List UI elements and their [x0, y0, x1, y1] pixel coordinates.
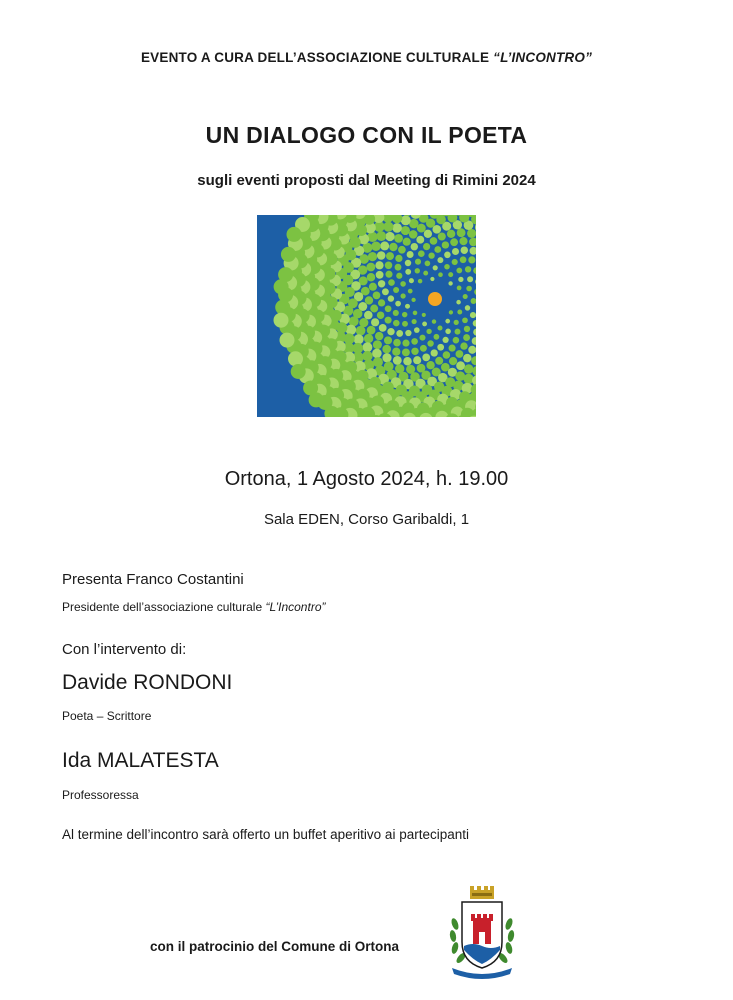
speaker-name: Ida MALATESTA: [62, 749, 219, 772]
spiral-dot: [377, 311, 385, 319]
spiral-dot: [389, 243, 397, 251]
spiral-dot: [385, 232, 394, 241]
spiral-dot: [422, 313, 426, 317]
spiral-dot: [405, 269, 411, 275]
spiral-dot: [376, 231, 386, 241]
spiral-dot: [380, 241, 389, 250]
spiral-dot: [468, 256, 475, 263]
event-venue: Sala EDEN, Corso Garibaldi, 1: [263, 511, 470, 528]
spiral-dot: [415, 259, 421, 265]
spiral-dot: [428, 252, 434, 258]
spiral-dot: [408, 289, 413, 294]
spiral-dot: [414, 327, 420, 333]
page-subtitle: sugli eventi proposti dal Meeting di Rimini 2024: [197, 172, 536, 189]
spiral-dot: [438, 232, 446, 240]
spiral-dot: [411, 348, 418, 355]
spiral-dot: [433, 265, 438, 270]
spiral-dot: [401, 226, 410, 235]
spiral-dot: [418, 250, 425, 257]
spiral-dot: [288, 351, 303, 366]
spiral-dot: [426, 329, 431, 334]
spiral-dot: [402, 312, 407, 317]
spiral-dot: [400, 281, 406, 287]
spiral-dot: [447, 230, 455, 238]
spiral-dot: [362, 351, 372, 361]
spiral-dot: [375, 261, 383, 269]
spiral-dot: [367, 232, 377, 242]
spiral-dot: [398, 246, 406, 254]
spiral-dot: [467, 276, 473, 282]
spiral-dot: [367, 273, 375, 281]
spiral-dot: [464, 364, 473, 373]
spiral-dot: [275, 300, 290, 315]
spiral-dot: [450, 238, 458, 246]
spiral-dot: [378, 280, 385, 287]
spiral-dot: [443, 337, 449, 343]
spiral-dot: [448, 272, 453, 277]
spiral-dot: [364, 311, 373, 320]
spiral-dot: [445, 329, 451, 335]
spiral-dot: [376, 271, 384, 279]
spiral-dot: [409, 278, 414, 283]
spiral-dot: [449, 357, 457, 365]
spiral-dot: [426, 361, 434, 369]
spiral-dot: [402, 340, 409, 347]
spiral-dot: [455, 350, 463, 358]
spiral-dot: [411, 298, 415, 302]
spiral-dot: [385, 271, 392, 278]
spiral-dot: [402, 321, 408, 327]
spiral-dot: [430, 237, 438, 245]
spiral-dot: [388, 295, 394, 301]
spiral-dot: [393, 287, 399, 293]
spiral-dot: [432, 319, 436, 323]
spiral-dot: [396, 273, 402, 279]
spiral-dot: [373, 357, 383, 367]
spiral-dot: [425, 261, 431, 267]
spiral-dot: [346, 325, 356, 335]
spiral-dot: [395, 255, 402, 262]
spiral-dot: [362, 342, 372, 352]
spiral-dot: [387, 328, 394, 335]
spiral-dot: [466, 286, 472, 292]
spiral-dot: [287, 227, 302, 242]
spiral-dot: [395, 264, 402, 271]
spiral-dot: [418, 279, 423, 284]
spiral-dot: [281, 247, 296, 262]
spiral-dot: [401, 215, 411, 225]
spiral-dot: [385, 305, 392, 312]
spiral-dot: [470, 312, 476, 318]
spiral-dot: [468, 346, 476, 354]
spiral-dot: [379, 324, 387, 332]
spiral-dot: [382, 288, 389, 295]
spiral-dot: [274, 313, 289, 328]
spiral-dot: [456, 300, 461, 305]
spiral-dot: [388, 279, 395, 286]
spiral-dot: [405, 330, 411, 336]
spiral-dot: [400, 293, 405, 298]
spiral-dot: [424, 230, 432, 238]
spiral-dot: [456, 361, 465, 370]
spiral-dot: [452, 248, 459, 255]
spiral-dot: [280, 333, 295, 348]
spiral-dot: [375, 332, 383, 340]
spiral-dot: [434, 334, 440, 340]
spiral-dot: [437, 257, 443, 263]
presenter-role: [62, 600, 325, 614]
spiral-dot: [453, 337, 460, 344]
spiral-dot: [274, 279, 289, 294]
spiral-dot: [420, 345, 427, 352]
spiral-dot: [437, 325, 442, 330]
page-title: UN DIALOGO CON IL POETA: [205, 122, 528, 148]
spiral-dot: [457, 286, 462, 291]
spiral-dot: [444, 252, 451, 259]
spiral-dot: [395, 301, 401, 307]
spiral-dot: [356, 326, 366, 336]
presenter-line: Presenta Franco Costantini: [62, 571, 244, 588]
green-dot-spiral-icon: [257, 215, 476, 417]
spiral-dot: [423, 271, 428, 276]
spiral-dot: [377, 251, 386, 260]
spiral-dot: [461, 246, 469, 254]
spiral-dot: [457, 228, 466, 237]
spiral-dot: [393, 320, 400, 327]
spiral-dot: [464, 326, 470, 332]
spiral-dot: [382, 345, 391, 354]
header-org: “L’INCONTRO”: [493, 50, 593, 65]
spiral-dot: [431, 349, 438, 356]
spiral-dot: [393, 310, 399, 316]
spiral-dot: [467, 229, 476, 238]
artwork-center-dot: [428, 292, 442, 306]
spiral-dot: [415, 268, 420, 273]
spiral-dot: [460, 342, 467, 349]
spiral-dot: [385, 262, 393, 270]
presenter-role-prefix: Presidente dell’associazione culturale: [62, 600, 266, 614]
spiral-dot: [448, 281, 452, 285]
spiral-dot: [463, 294, 468, 299]
spiral-dot: [464, 374, 474, 384]
spiral-dot: [371, 318, 379, 326]
spiral-dot: [394, 234, 403, 243]
spiral-dot: [412, 319, 417, 324]
spiral-dot: [354, 334, 364, 344]
spiral-dot: [463, 354, 471, 362]
spiral-dot: [378, 299, 385, 306]
spiral-dot: [402, 348, 410, 356]
spiral-dot: [457, 310, 462, 315]
speaker-role: Poeta – Scrittore: [62, 709, 152, 723]
speaker-role: Professoressa: [62, 788, 139, 802]
spiral-dot: [413, 356, 421, 364]
presenter-role-org: “L’Incontro”: [265, 600, 326, 614]
spiral-dot: [405, 304, 410, 309]
spiral-dot: [454, 320, 459, 325]
spiral-dot: [392, 348, 400, 356]
spiral-dot: [452, 259, 458, 265]
spiral-dot: [359, 318, 368, 327]
spiral-dot: [368, 252, 377, 261]
spiral-dot: [422, 321, 427, 326]
spiral-dot: [456, 268, 462, 274]
spiral-dot: [411, 243, 418, 250]
spiral-dot: [445, 319, 450, 324]
spiral-dot: [443, 351, 451, 359]
spiral-dot: [458, 277, 463, 282]
spiral-dot: [430, 277, 434, 281]
spiral-dot: [373, 292, 381, 300]
spiral-dot: [419, 335, 425, 341]
spiral-dot: [373, 340, 382, 349]
header-prefix: EVENTO A CURA DELL’ASSOCIAZIONE CULTURALE: [140, 50, 494, 65]
spiral-dot: [291, 364, 306, 379]
speaker-name: Davide RONDONI: [62, 671, 233, 694]
ortona-coat-of-arms-icon: [446, 884, 518, 980]
spiral-dot: [416, 236, 424, 244]
spiral-dot: [384, 336, 392, 344]
spiral-dot: [403, 357, 412, 366]
spiral-dot: [434, 246, 441, 253]
spiral-dot: [403, 238, 411, 246]
spiral-dot: [386, 252, 394, 260]
spiral-dot: [366, 263, 375, 272]
intervention-label: Con l’intervento di:: [62, 641, 187, 658]
spiral-dot: [382, 353, 391, 362]
spiral-dot: [459, 237, 467, 245]
spiral-dot: [365, 296, 373, 304]
event-datetime: Ortona, 1 Agosto 2024, h. 19.00: [224, 468, 509, 490]
ribbon-icon: [452, 968, 512, 979]
spiral-dot: [367, 326, 376, 335]
spiral-dot: [393, 339, 401, 347]
spiral-dot: [465, 266, 471, 272]
event-organizer-header: [0, 50, 733, 65]
spiral-dot: [369, 283, 377, 291]
spiral-dot: [449, 310, 453, 314]
crown-icon: [470, 886, 494, 899]
spiral-dot: [385, 317, 392, 324]
spiral-dot: [372, 349, 382, 359]
spiral-dot: [437, 344, 444, 351]
spiral-dot: [309, 392, 324, 407]
spiral-dot: [370, 305, 378, 313]
spiral-dot: [364, 334, 373, 343]
spiral-dot: [438, 272, 443, 277]
patronage-line: con il patrocinio del Comune di Ortona: [150, 939, 400, 954]
spiral-dot: [396, 330, 403, 337]
spiral-dot: [442, 241, 449, 248]
spiral-dot: [465, 305, 470, 310]
spiral-dot: [444, 264, 450, 270]
spiral-dot: [462, 317, 468, 323]
spiral-dot: [423, 243, 430, 250]
spiral-dot: [371, 241, 381, 251]
spiral-dot: [409, 230, 418, 239]
spiral-dot: [441, 363, 450, 372]
spiral-dot: [422, 354, 430, 362]
spiral-dot: [393, 356, 402, 365]
spiral-dot: [392, 223, 402, 233]
spiral-dot: [455, 329, 461, 335]
spiral-dot: [427, 340, 433, 346]
spiral-dot: [413, 311, 418, 316]
spiral-dot: [383, 222, 393, 232]
spiral-dot: [405, 260, 411, 266]
spiral-dot: [463, 334, 470, 341]
spiral-dot: [407, 251, 414, 258]
spiral-dot: [435, 357, 443, 365]
spiral-dot: [460, 256, 467, 263]
spiral-dot: [449, 345, 456, 352]
buffet-notice: Al termine dell’incontro sarà offerto un buffet aperitivo ai partecipanti: [62, 827, 469, 842]
spiral-dot: [411, 338, 418, 345]
